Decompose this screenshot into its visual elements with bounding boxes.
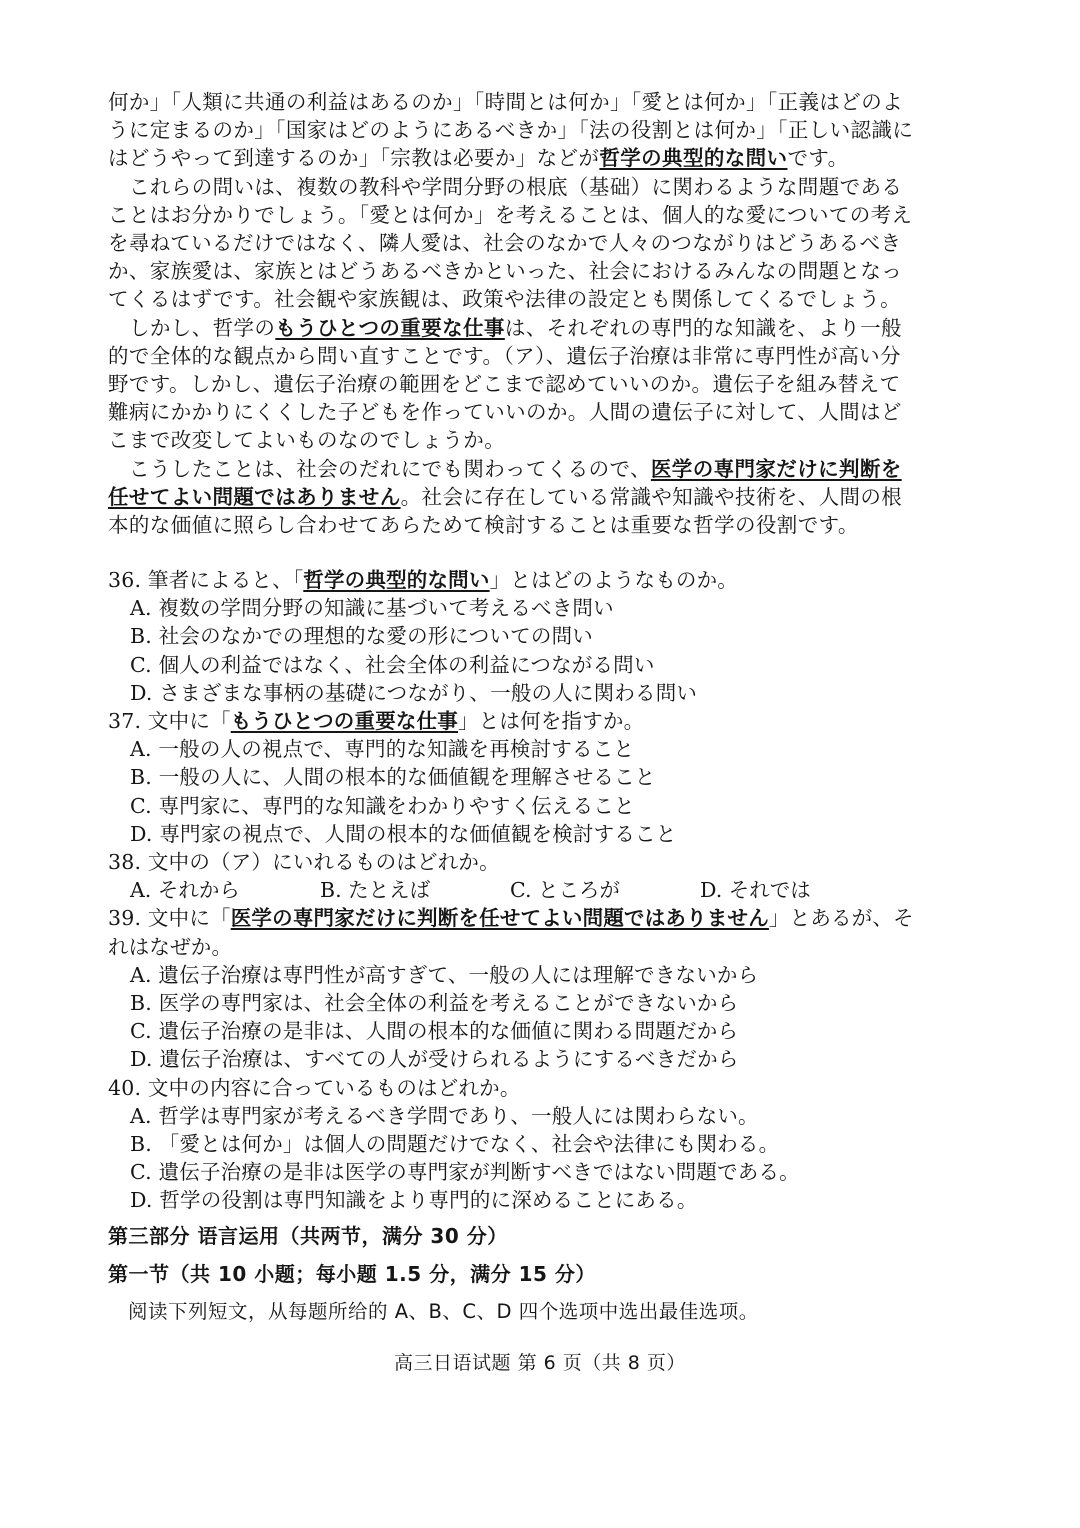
question-37-stem xyxy=(108,707,948,735)
question-37-option-d: D. 専門家の視点で、人間の根本的な価値観を検討すること xyxy=(130,821,677,846)
page-footer: 高三日语试题 第 6 页（共 8 页） xyxy=(394,1352,686,1374)
stem-underline: 医学の専門家だけに判断を任せてよい問題ではありません xyxy=(230,906,769,931)
question-40-option-c: C. 遺伝子治療の是非は医学の専門家が判断すべきではない問題である。 xyxy=(130,1160,800,1185)
passage-line: こまで改変してよいものなのでしょうか。 xyxy=(108,428,506,453)
stem-text: 39. 文中に「 xyxy=(108,906,231,931)
passage-line xyxy=(108,314,948,342)
stem-text: 」とはどのようなものか。 xyxy=(489,568,738,592)
passage-text: です。 xyxy=(787,146,849,171)
stem-underline: 哲学の典型的な問い xyxy=(303,568,490,592)
passage-line: これらの問いは、複数の教科や学問分野の根底（基础）に関わるような問題である xyxy=(129,174,903,199)
underlined-phrase-typical-questions: 哲学の典型的な問い xyxy=(599,146,788,171)
passage-line: 的で全体的な観点から問い直すことです。（ア）、遺伝子治療は非常に専門性が高い分 xyxy=(108,343,901,368)
question-38-option-a: A. それから xyxy=(130,878,240,903)
question-39-option-d: D. 遺伝子治療は、すべての人が受けられるようにするべきだから xyxy=(130,1047,739,1072)
passage-line: か、家族愛は、家族とはどうあるべきかといった、社会におけるみんなの問題となっ xyxy=(108,259,903,284)
reading-passage xyxy=(108,88,948,539)
passage-line: ことはお分かりでしょう。「愛とは何か」を考えることは、個人的な愛についての考え xyxy=(108,202,913,227)
stem-text: 36. 筆者によると、「 xyxy=(108,568,304,592)
question-36-option-c: C. 個人の利益ではなく、社会全体の利益につながる問い xyxy=(130,652,655,677)
section-heading: 第三部分 语言运用（共两节，满分 30 分） xyxy=(108,1224,508,1248)
question-37-option-b: B. 一般の人に、人間の根本的な価値観を理解させること xyxy=(130,765,656,790)
underlined-phrase-medical-experts: 医学の専門家だけに判断を xyxy=(650,456,902,481)
passage-text: 。社会に存在している常識や知識や技術を、人間の根 xyxy=(400,484,903,509)
question-40-option-a: A. 哲学は専門家が考えるべき学問であり、一般人には関わらない。 xyxy=(130,1103,759,1128)
question-37-option-c: C. 専門家に、専門的な知識をわかりやすく伝えること xyxy=(130,793,635,818)
question-40-option-b: B. 「愛とは何か」は個人の問題だけでなく、社会や法律にも関わる。 xyxy=(130,1132,780,1157)
passage-text: しかし、哲学の xyxy=(129,315,276,340)
passage-line: を尋ねているだけではなく、隣人愛は、社会のなかで人々のつながりはどうあるべき xyxy=(108,231,902,256)
stem-text: 37. 文中に「 xyxy=(108,709,231,734)
passage-line xyxy=(108,483,948,511)
subsection-heading: 第一节（共 10 小题；每小题 1.5 分，满分 15 分） xyxy=(108,1262,596,1286)
passage-line: 難病にかかりにくくした子どもを作っていいのか。人間の遺伝子に対して、人間はど xyxy=(108,400,902,425)
stem-underline: もうひとつの重要な仕事 xyxy=(230,709,459,734)
question-36-option-b: B. 社会のなかでの理想的な愛の形についての問い xyxy=(130,624,593,649)
question-39-stem xyxy=(108,904,948,932)
question-36-option-d: D. さまざまな事柄の基礎につながり、一般の人に関わる問い xyxy=(130,680,698,705)
question-39-option-c: C. 遺伝子治療の是非は、人間の根本的な価値に関わる問題だから xyxy=(130,1019,739,1044)
passage-line: うに定まるのか」「国家はどのようにあるべきか」「法の役割とは何か」「正しい認識に xyxy=(108,118,914,143)
passage-text: はどうやって到達するのか」「宗教は必要か」などが xyxy=(108,146,600,171)
passage-line: 野です。しかし、遺伝子治療の範囲をどこまで認めていいのか。遺伝子を組み替えて xyxy=(108,372,901,397)
stem-text: 」とは何を指すか。 xyxy=(458,709,645,734)
instruction-text: 阅读下列短文，从每题所给的 A、B、C、D 四个选项中选出最佳选项。 xyxy=(128,1300,759,1323)
question-40-stem: 40. 文中の内容に合っているものはどれか。 xyxy=(108,1075,521,1100)
passage-line: 何か」「人類に共通の利益はあるのか」「時間とは何か」「愛とは何か」「正義はどのよ xyxy=(108,90,903,114)
passage-line: 本的な価値に照らし合わせてあらためて検討することは重要な哲学の役割です。 xyxy=(108,513,859,538)
question-38-option-c: C. ところが xyxy=(510,878,620,903)
question-38-option-d: D. それでは xyxy=(700,878,811,903)
underlined-phrase-important-work: もうひとつの重要な仕事 xyxy=(275,315,505,340)
question-38-stem: 38. 文中の（ア）にいれるものはどれか。 xyxy=(108,850,500,875)
question-38-option-b: B. たとえば xyxy=(320,878,431,903)
stem-text: 」とあるが、そ xyxy=(768,906,914,931)
question-39-option-a: A. 遺伝子治療は専門性が高すぎて、一般の人には理解できないから xyxy=(130,962,759,987)
question-37-option-a: A. 一般の人の視点で、専門的な知識を再検討すること xyxy=(130,737,635,762)
question-39-option-b: B. 医学の専門家は、社会全体の利益を考えることができないから xyxy=(130,991,739,1016)
question-38-options xyxy=(108,876,948,904)
passage-text: こうしたことは、社会のだれにでも関わってくるので、 xyxy=(129,456,651,481)
question-39-stem-cont: れはなぜか。 xyxy=(108,934,233,959)
question-40-option-d: D. 哲学の役割は専門知識をより専門的に深めることにある。 xyxy=(130,1188,698,1213)
question-36-option-a: A. 複数の学問分野の知識に基づいて考えるべき問い xyxy=(130,596,614,621)
passage-line xyxy=(108,455,948,483)
passage-line xyxy=(108,144,948,172)
underlined-phrase-medical-experts-cont: 任せてよい問題ではありません xyxy=(108,484,401,509)
question-list xyxy=(108,566,948,1215)
passage-text: は、それぞれの専門的な知識を、より一般 xyxy=(504,315,902,340)
question-36-stem xyxy=(108,566,948,594)
passage-line: てくるはずです。社会観や家族観は、政策や法律の設定とも関係してくるでしょう。 xyxy=(108,287,901,312)
